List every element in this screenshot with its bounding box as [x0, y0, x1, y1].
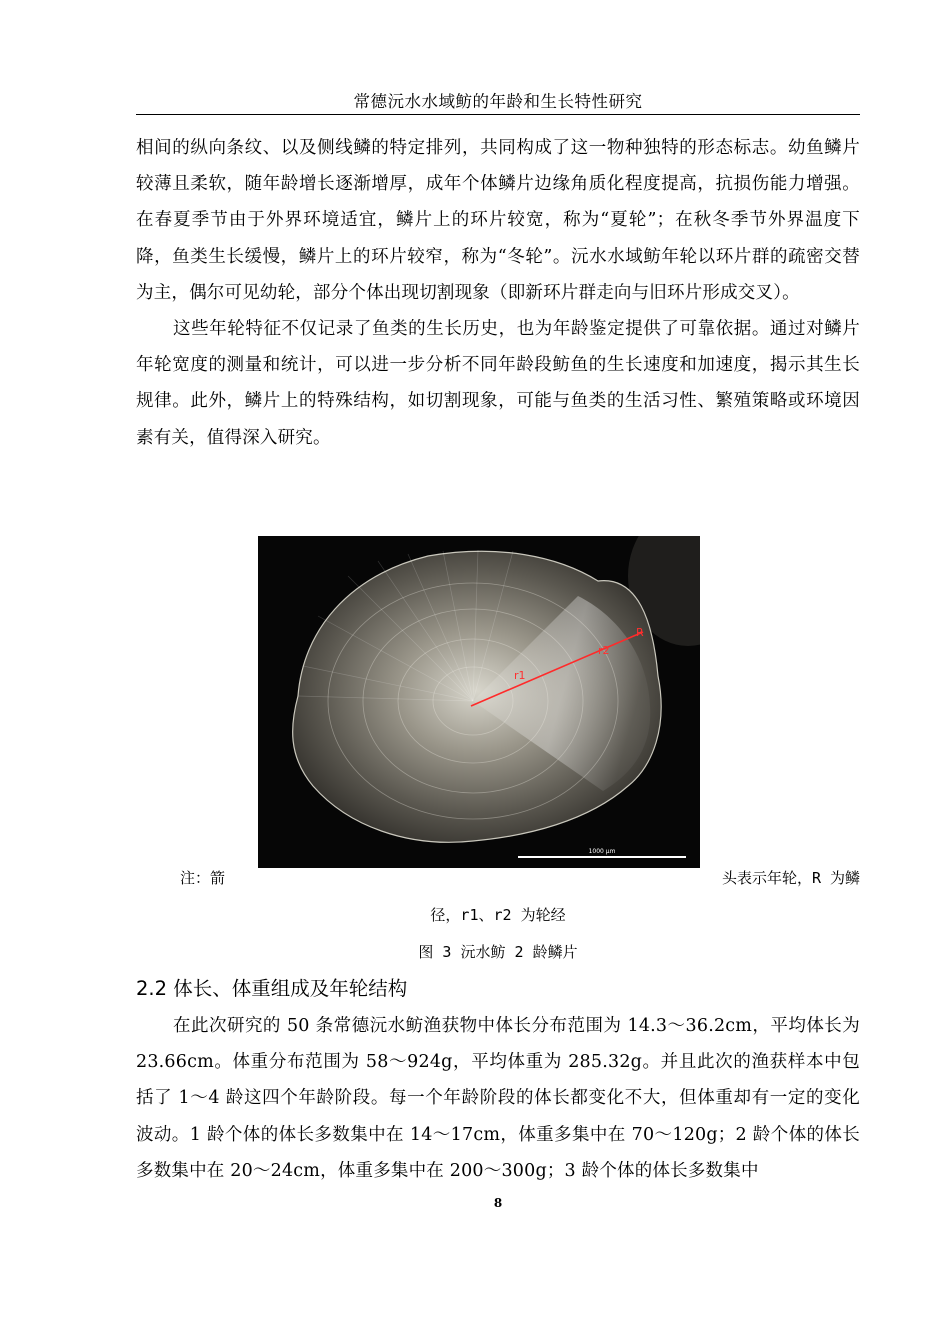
- label-R: R: [636, 626, 644, 639]
- figure-note-right: 头表示年轮，R 为鳞: [721, 869, 860, 887]
- page-number: 8: [493, 1196, 503, 1210]
- fish-scale-image: [258, 536, 700, 868]
- scale-photo: [258, 536, 700, 868]
- figure-note-continued: 径，r1、r2 为轮经: [430, 906, 566, 924]
- paragraph: 在此次研究的 50 条常德沅水鲂渔获物中体长分布范围为 14.3～36.2cm，平均体长为 23.66cm。体重分布范围为 58～924g，平均体重为 285.32g。并且此次的渔获样本中包括了 1～4 龄这四个年龄阶段。每一个年龄阶段的体长都变化不大，但体重却有一定的变化波动。1 龄个体的体长多数集中在 14～17cm，体重多集中在 70～120g；2 龄个体的体长多数集中在 20～24cm，体重多集中在 200～300g；3 龄个体的体长多数集中: [136, 1016, 860, 1181]
- paragraph: 这些年轮特征不仅记录了鱼类的生长历史，也为年龄鉴定提供了可靠依据。通过对鳞片年轮宽度的测量和统计，可以进一步分析不同年龄段鲂鱼的生长速度和加速度，揭示其生长规律。此外，鳞片上的特殊结构，如切割现象，可能与鱼类的生活习性、繁殖策略或环境因素有关，值得深入研究。: [136, 319, 860, 448]
- label-r2: r2: [598, 644, 610, 657]
- paragraph: 相间的纵向条纹、以及侧线鳞的特定排列，共同构成了这一物种独特的形态标志。幼鱼鳞片较薄且柔软，随年龄增长逐渐增厚，成年个体鳞片边缘角质化程度提高，抗损伤能力增强。在春夏季节由于外界环境适宜，鳞片上的环片较宽，称为“夏轮”；在秋冬季节外界温度下降，鱼类生长缓慢，鳞片上的环片较窄，称为“冬轮”。沅水水域鲂年轮以环片群的疏密交替为主，偶尔可见幼轮，部分个体出现切割现象（即新环片群走向与旧环片形成交叉）。: [136, 138, 860, 303]
- figure-note-left: 注：箭: [180, 869, 226, 887]
- label-r1: r1: [514, 669, 526, 682]
- body-text-bottom: [136, 1008, 860, 1189]
- body-text-top: [136, 130, 860, 456]
- running-header: 常德沅水水域鲂的年龄和生长特性研究: [353, 92, 643, 111]
- section-heading: 2.2 体长、体重组成及年轮结构: [136, 977, 408, 1000]
- scale-bar-label: 1000 μm: [588, 848, 616, 855]
- header-rule: [136, 114, 860, 115]
- figure-caption: 图 3 沅水鲂 2 龄鳞片: [418, 943, 578, 961]
